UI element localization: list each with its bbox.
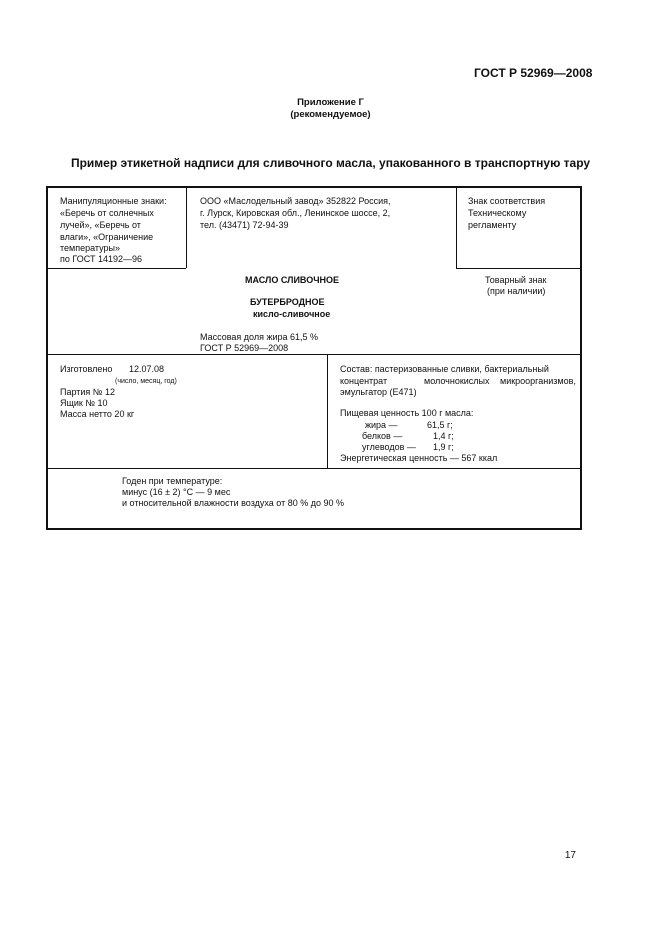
net-mass: Масса нетто 20 кг (60, 409, 135, 419)
storage-line: минус (16 ± 2) °С — 9 мес (122, 487, 231, 497)
product-standard: ГОСТ Р 52969—2008 (200, 343, 289, 353)
trademark-line: (при наличии) (487, 286, 546, 296)
handling-line: температуры» (60, 243, 121, 253)
composition-line: Состав: пастеризованные сливки, бактериальный (340, 364, 549, 374)
divider-h-handling (48, 268, 186, 269)
made-date: 12.07.08 (129, 364, 165, 374)
handling-line: по ГОСТ 14192—96 (60, 254, 142, 264)
nutrient-value: 61,5 г; (427, 420, 453, 430)
trademark-line: Товарный знак (485, 275, 547, 285)
storage-line: Годен при температуре: (122, 476, 223, 486)
page-number: 17 (564, 850, 576, 861)
conformity-line: Знак соответствия (468, 196, 546, 206)
divider-v-handling (186, 188, 187, 268)
date-hint: (число, месяц, год) (115, 378, 177, 385)
nutrient-label: белков — (362, 431, 403, 441)
composition-word: микроорганизмов, (500, 376, 576, 386)
nutrient-label: углеводов — (362, 442, 416, 452)
divider-v-conformity (456, 188, 457, 268)
manufacturer-line: ООО «Маслодельный завод» 352822 Россия, (200, 196, 391, 206)
box-number: Ящик № 10 (60, 398, 108, 408)
batch-number: Партия № 12 (60, 387, 115, 397)
handling-line: Манипуляционные знаки: (60, 196, 167, 206)
divider-h-product (48, 354, 580, 355)
product-name: МАСЛО СЛИВОЧНОЕ (245, 275, 340, 285)
label-sample (46, 186, 582, 530)
product-variety: БУТЕРБРОДНОЕ (250, 297, 325, 307)
nutrition-title: Пищевая ценность 100 г масла: (340, 408, 474, 418)
section-heading: Пример этикетной надписи для сливочного масла, упакованного в транспортную тару (70, 156, 591, 170)
composition-line: эмульгатор (Е471) (340, 387, 417, 397)
made-label: Изготовлено (60, 364, 113, 374)
annex-status: (рекомендуемое) (290, 109, 371, 120)
conformity-line: регламенту (468, 220, 517, 230)
manufacturer-line: г. Лурск, Кировская обл., Ленинское шоссе, 2, (200, 208, 391, 218)
handling-line: влаги», «Ограничение (60, 232, 154, 242)
composition-word: концентрат (340, 376, 388, 386)
nutrient-label: жира — (365, 420, 398, 430)
manufacturer-line: тел. (43471) 72-94-39 (200, 220, 289, 230)
nutrient-value: 1,9 г; (433, 442, 454, 452)
standard-number: ГОСТ Р 52969—2008 (474, 66, 593, 80)
product-subtype: кисло-сливочное (253, 309, 331, 319)
composition-word: молочнокислых (424, 376, 490, 386)
handling-line: лучей», «Беречь от (60, 220, 141, 230)
annex-title: Приложение Г (297, 97, 364, 108)
conformity-line: Техническому (468, 208, 527, 218)
nutrient-value: 1,4 г; (433, 431, 454, 441)
divider-v-composition (327, 354, 328, 468)
fat-content: Массовая доля жира 61,5 % (200, 332, 319, 342)
energy-value: Энергетическая ценность — 567 ккал (340, 453, 498, 463)
storage-line: и относительной влажности воздуха от 80 % до 90 % (122, 498, 344, 508)
divider-h-storage (48, 468, 580, 469)
divider-h-conformity (456, 268, 580, 269)
handling-line: «Беречь от солнечных (60, 208, 154, 218)
